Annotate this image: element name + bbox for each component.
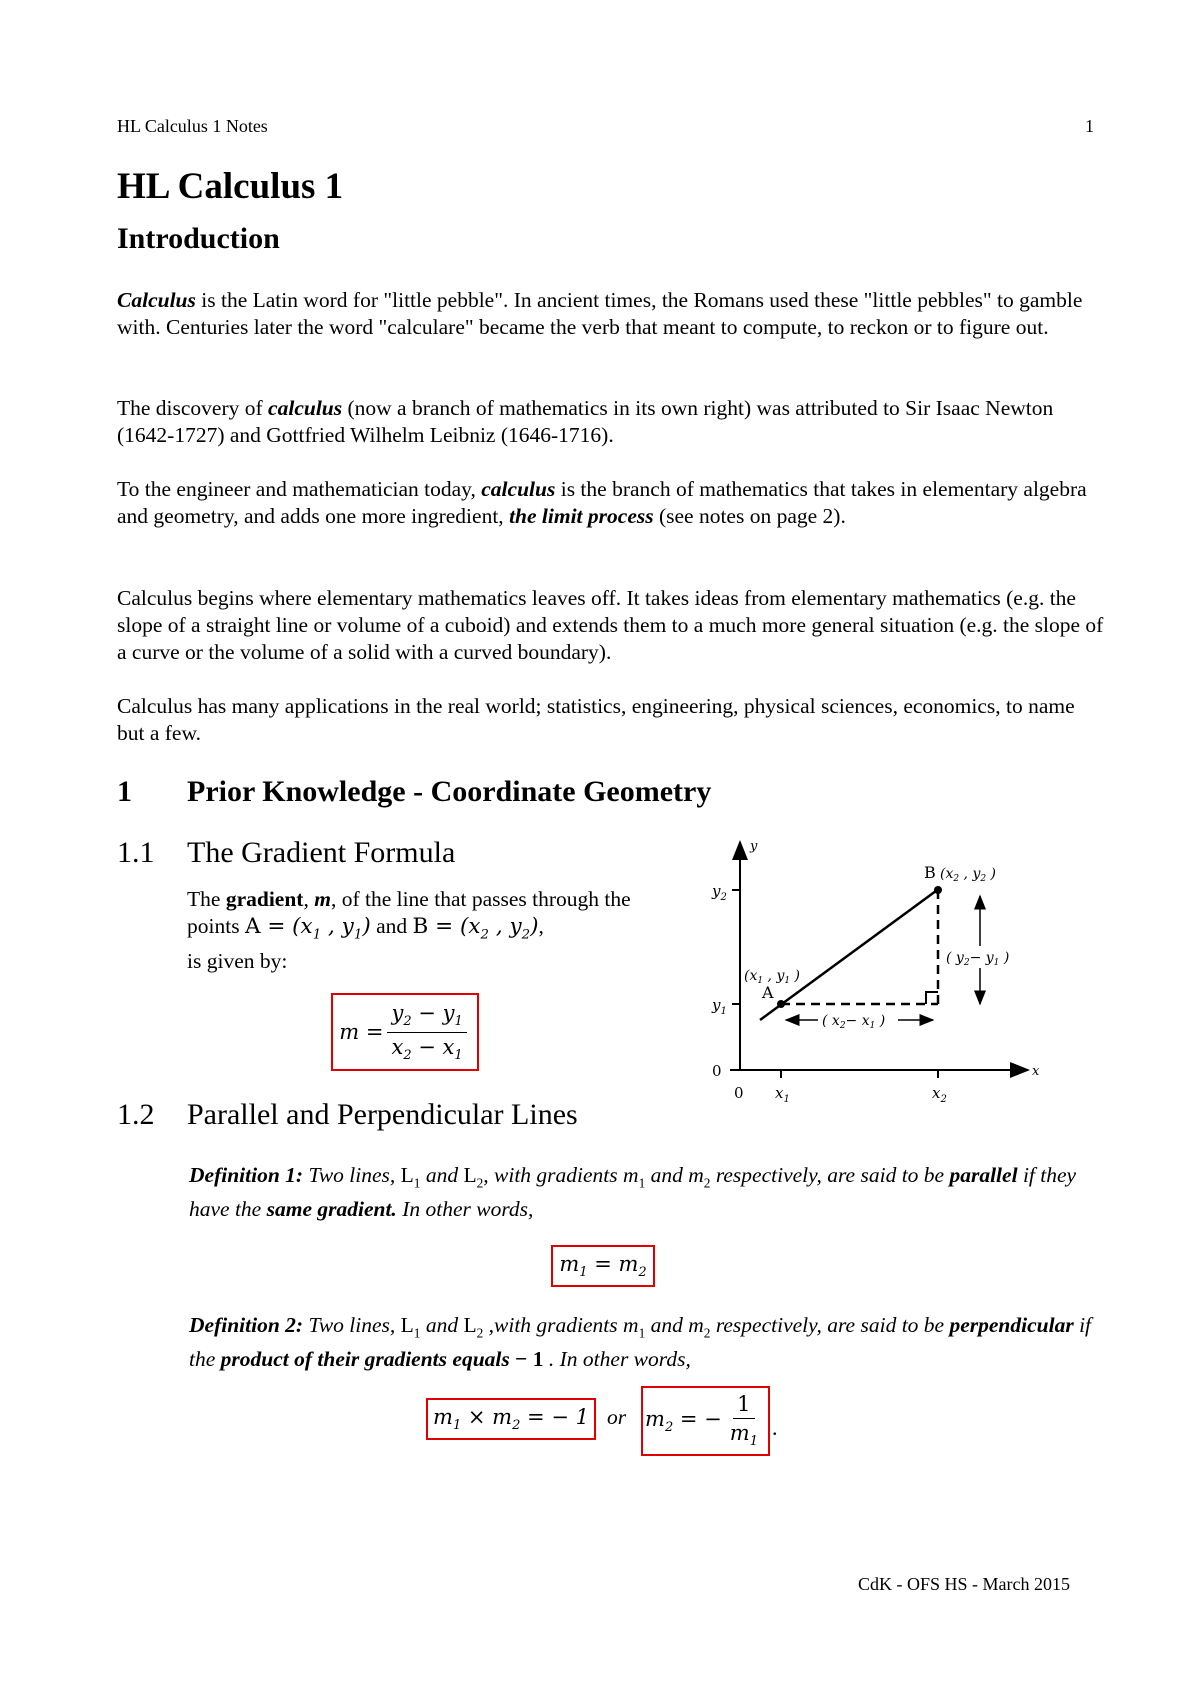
paragraph-text: The discovery of: [117, 396, 269, 420]
gradient-diagram: [690, 830, 1050, 1120]
text: and: [420, 1163, 464, 1187]
point-b-coords: ($x_2$ , $y_2$ ): [940, 866, 997, 884]
definition-label: Definition 2:: [189, 1313, 304, 1337]
subsection-number: 1.1: [117, 836, 155, 869]
text: and: [645, 1313, 689, 1337]
symbol-m: m: [688, 1163, 704, 1187]
symbol-l: L: [463, 1163, 477, 1187]
origin-x-label: 0: [734, 1084, 744, 1102]
perpendicular-reciprocal-box: $m_2$ = − $\frac{1}{m_1}$: [641, 1386, 770, 1456]
text: and: [645, 1163, 689, 1187]
section-title: Prior Knowledge - Coordinate Geometry: [187, 775, 712, 808]
period: .: [772, 1415, 778, 1440]
or-text: or: [607, 1405, 627, 1429]
text: if they have the: [189, 1163, 1077, 1222]
paragraph-text: (now a branch of mathematics in its own right) was attributed to Sir Isaac Newton (1642-1727) and Gottfried Wilhelm Leibniz (1646-1716).: [117, 396, 1054, 447]
symbol-m: m: [623, 1163, 639, 1187]
symbol-l: L: [400, 1163, 414, 1187]
definition-1: Definition 1: Two lines, $L_1$ and $L_2$, with gradients $m_1$ and $m_2$ respectively, are said to be parallel if they have the same gradient. In other words,: [189, 1163, 1077, 1222]
rise-label: ( $y_2- y_1$ ): [946, 950, 1010, 968]
text: , with gradients: [483, 1163, 624, 1187]
paragraph-text: (see notes on page 2).: [653, 504, 846, 528]
text: ,with gradients: [483, 1313, 624, 1337]
paragraph-text: is the branch of mathematics that takes in elementary algebra and geometry, and adds one more ingredient,: [117, 477, 1087, 528]
line-ab: [760, 888, 940, 1020]
term-same-gradient: same gradient.: [266, 1197, 397, 1222]
point-a-coords: ($x_1$ , $y_1$ ): [744, 968, 801, 986]
header-title: HL Calculus 1 Notes: [117, 116, 268, 136]
value-minus-one: − 1: [515, 1347, 544, 1372]
term-parallel: parallel: [949, 1163, 1018, 1187]
text: Two lines,: [303, 1163, 401, 1187]
point-a-label: A: [244, 914, 261, 939]
run-label: ( $x_2- x_1$ ): [822, 1013, 886, 1031]
page-number: 1: [1085, 116, 1094, 136]
gradient-description: The gradient, m, of the line that passes through the points $A = (x_1$ , $y_1$) and $B = (x_2$ , $y_2$), is given by:: [187, 887, 631, 974]
footer-text: CdK - OFS HS - March 2015: [858, 1574, 1071, 1594]
paragraph-text: is the Latin word for "little pebble". In ancient times, the Romans used these "little pebbles" to gamble with. Centuries later the word "calculare" became the verb that meant to compute, to reckon or to figure out.: [117, 288, 1083, 339]
text: is given by:: [187, 949, 288, 974]
text: if the: [189, 1313, 1092, 1372]
symbol-l: L: [400, 1313, 414, 1337]
text: respectively, are said to be: [710, 1163, 950, 1187]
intro-paragraph-3: [117, 476, 1107, 530]
text: . In other words,: [543, 1347, 691, 1372]
definition-label: Definition 1:: [189, 1163, 304, 1187]
intro-paragraph-5: Calculus has many applications in the real world; statistics, engineering, physical sciences, economics, to name but a few.: [117, 694, 1075, 745]
text: Two lines,: [303, 1313, 401, 1337]
paragraph-text: To the engineer and mathematician today,: [117, 477, 482, 501]
point-b-letter: B: [924, 863, 936, 882]
right-angle-marker: [926, 992, 938, 1004]
intro-paragraph-2: [117, 395, 1107, 449]
y-axis-label: y: [750, 839, 758, 854]
x2-label: $x_2$: [932, 1084, 947, 1105]
y1-label: $y_1$: [712, 996, 727, 1017]
subsection-title: The Gradient Formula: [187, 836, 456, 869]
symbol-m: m: [623, 1313, 639, 1337]
text: In other words,: [396, 1197, 534, 1222]
y2-label: $y_2$: [712, 882, 727, 903]
text: ,: [303, 887, 315, 911]
subsection-number: 1.2: [117, 1098, 155, 1131]
text: , of the line that passes through the points: [187, 887, 631, 938]
gradient-formula-box: m = $\frac{y_2 - y_1}{x_2 - x_1}$: [331, 993, 479, 1071]
intro-paragraph-4: Calculus begins where elementary mathematics leaves off. It takes ideas from elementary mathematics (e.g. the slope of a straight line or volume of a cuboid) and extends them to a much more general situation (e.g. the slope of a curve or the volume of a solid with a curved boundary).: [117, 586, 1104, 664]
definition-2: Definition 2: Two lines, $L_1$ and $L_2$ ,with gradients $m_1$ and $m_2$ respectively, are said to be perpendicular if the product of their gradients equals − 1 . In other words,: [189, 1313, 1092, 1372]
symbol-l: L: [463, 1313, 477, 1337]
text: respectively, are said to be: [710, 1313, 950, 1337]
intro-heading: Introduction: [117, 222, 280, 255]
term-calculus: calculus: [268, 396, 343, 420]
term-product-of-gradients: product of their gradients equals: [220, 1347, 510, 1372]
term-calculus: Calculus: [117, 288, 196, 312]
point-b-label: B: [412, 914, 429, 939]
term-gradient: gradient: [225, 887, 304, 911]
x-axis-label: x: [1032, 1064, 1040, 1079]
text: and: [420, 1313, 464, 1337]
origin-y-label: 0: [712, 1062, 722, 1080]
term-calculus: calculus: [481, 477, 556, 501]
term-limit-process: the limit process: [509, 504, 654, 528]
parallel-formula-box: $m_1 = m_2$: [551, 1245, 655, 1287]
text: ,: [538, 914, 544, 938]
perpendicular-product-box: $m_1 \times m_2$ = − 1: [426, 1398, 596, 1440]
text: and: [370, 914, 413, 938]
x1-label: $x_1$: [775, 1084, 790, 1105]
subsection-title: Parallel and Perpendicular Lines: [187, 1098, 578, 1131]
term-perpendicular: perpendicular: [949, 1313, 1074, 1337]
text: The: [187, 887, 226, 911]
intro-paragraph-1: [117, 287, 1107, 341]
symbol-m: m: [314, 887, 331, 911]
section-number: 1: [117, 775, 132, 808]
document-title: HL Calculus 1: [117, 166, 344, 207]
symbol-m: m: [688, 1313, 704, 1337]
point-a-letter: A: [762, 983, 774, 1002]
